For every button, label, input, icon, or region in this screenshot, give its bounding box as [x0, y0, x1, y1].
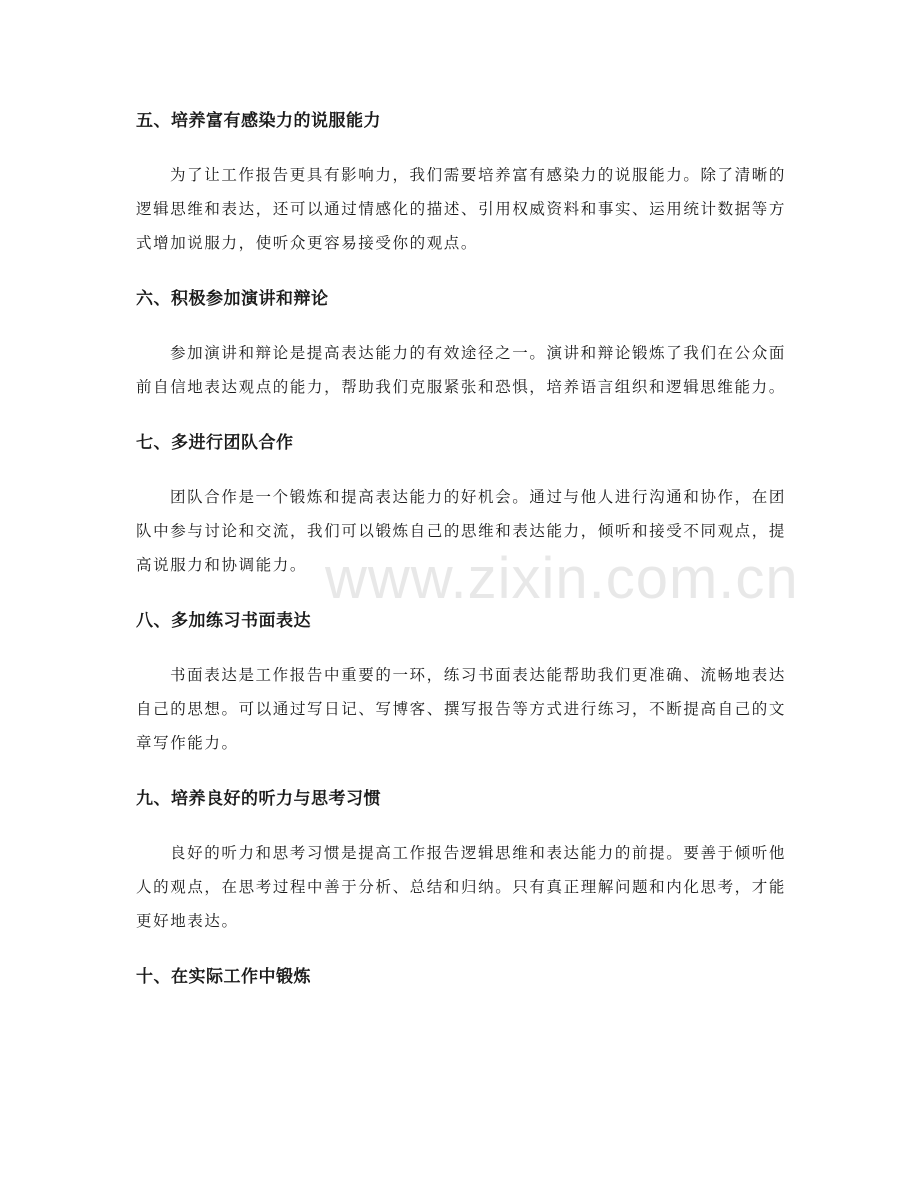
section-8: [136, 604, 786, 760]
section-paragraph: 良好的听力和思考习惯是提高工作报告逻辑思维和表达能力的前提。要善于倾听他人的观点，在思考过程中善于分析、总结和归纳。只有真正理解问题和内化思考，才能更好地表达。: [136, 844, 786, 930]
section-9: [136, 782, 786, 938]
section-heading: 九、培养良好的听力与思考习惯: [136, 789, 381, 809]
section-7: [136, 426, 786, 582]
section-heading: 八、多加练习书面表达: [136, 611, 311, 631]
section-6: [136, 282, 786, 404]
section-heading: 七、多进行团队合作: [136, 433, 294, 453]
section-heading: 六、积极参加演讲和辩论: [136, 289, 329, 309]
section-paragraph: 书面表达是工作报告中重要的一环，练习书面表达能帮助我们更准确、流畅地表达自己的思想。可以通过写日记、写博客、撰写报告等方式进行练习，不断提高自己的文章写作能力。: [136, 666, 786, 752]
watermark-text: www.zixin.com.cn: [325, 546, 799, 611]
section-paragraph: 为了让工作报告更具有影响力，我们需要培养富有感染力的说服能力。除了清晰的逻辑思维和表达，还可以通过情感化的描述、引用权威资料和事实、运用统计数据等方式增加说服力，使听众更容易接受你的观点。: [136, 166, 786, 252]
section-heading: 十、在实际工作中锻炼: [136, 967, 311, 987]
section-heading: 五、培养富有感染力的说服能力: [136, 111, 381, 131]
section-paragraph: 参加演讲和辩论是提高表达能力的有效途径之一。演讲和辩论锻炼了我们在公众面前自信地表达观点的能力，帮助我们克服紧张和恐惧，培养语言组织和逻辑思维能力。: [136, 344, 786, 396]
section-10: [136, 960, 786, 994]
section-5: [136, 104, 786, 260]
section-paragraph: 团队合作是一个锻炼和提高表达能力的好机会。通过与他人进行沟通和协作，在团队中参与讨论和交流，我们可以锻炼自己的思维和表达能力，倾听和接受不同观点，提高说服力和协调能力。: [136, 488, 786, 574]
document-body: [136, 104, 786, 1014]
